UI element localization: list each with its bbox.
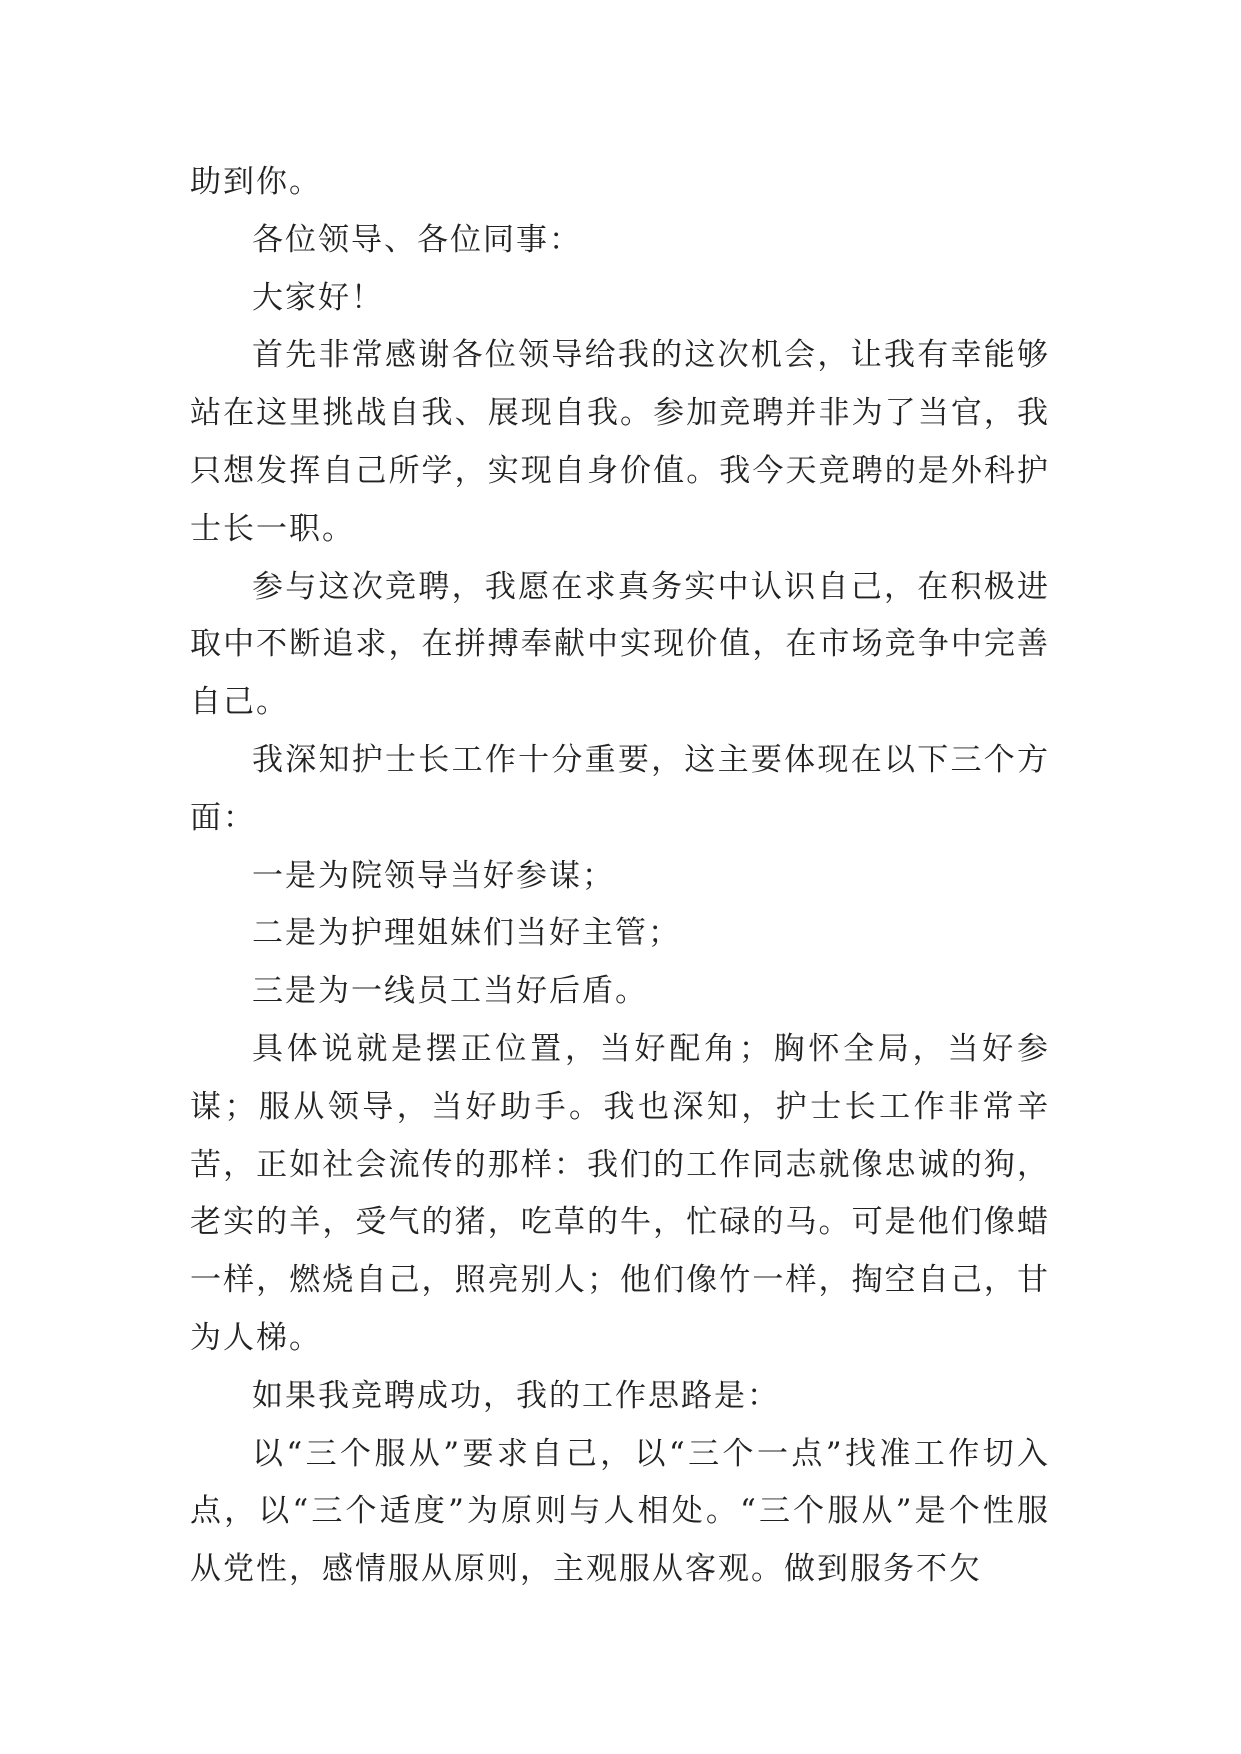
paragraph-plan: 以“三个服从”要求自己，以“三个一点”找准工作切入点，以“三个适度”为原则与人相处。“三个服从”是个性服从党性，感情服从原则，主观服从客观。做到服务不欠 [190,1435,1050,1588]
paragraph-details: 具体说就是摆正位置，当好配角；胸怀全局，当好参谋；服从领导，当好助手。我也深知，护士长工作非常辛苦，正如社会流传的那样：我们的工作同志就像忠诚的狗，老实的羊，受气的猪，吃草的牛，忙碌的马。可是他们像蜡一样，燃烧自己，照亮别人；他们像竹一样，掏空自己，甘为人梯。 [190,1030,1050,1356]
document-body [190,154,1050,1599]
paragraph-motivation: 参与这次竞聘，我愿在求真务实中认识自己，在积极进取中不断追求，在拼搏奉献中实现价值，在市场竞争中完善自己。 [190,568,1050,721]
paragraph-introduction: 首先非常感谢各位领导给我的这次机会，让我有幸能够站在这里挑战自我、展现自我。参加竞聘并非为了当官，我只想发挥自己所学，实现自身价值。我今天竞聘的是外科护士长一职。 [190,337,1050,547]
paragraph-point-one: 一是为院领导当好参谋； [252,857,615,894]
paragraph-salutation: 各位领导、各位同事： [252,221,582,258]
paragraph-continuation: 助到你。 [190,164,322,200]
paragraph-importance: 我深知护士长工作十分重要，这主要体现在以下三个方面： [190,741,1050,836]
paragraph-greeting: 大家好！ [252,279,384,316]
paragraph-point-three: 三是为一线员工当好后盾。 [252,973,648,1010]
paragraph-point-two: 二是为护理姐妹们当好主管； [252,915,681,952]
paragraph-plan-intro: 如果我竞聘成功，我的工作思路是： [252,1377,780,1414]
